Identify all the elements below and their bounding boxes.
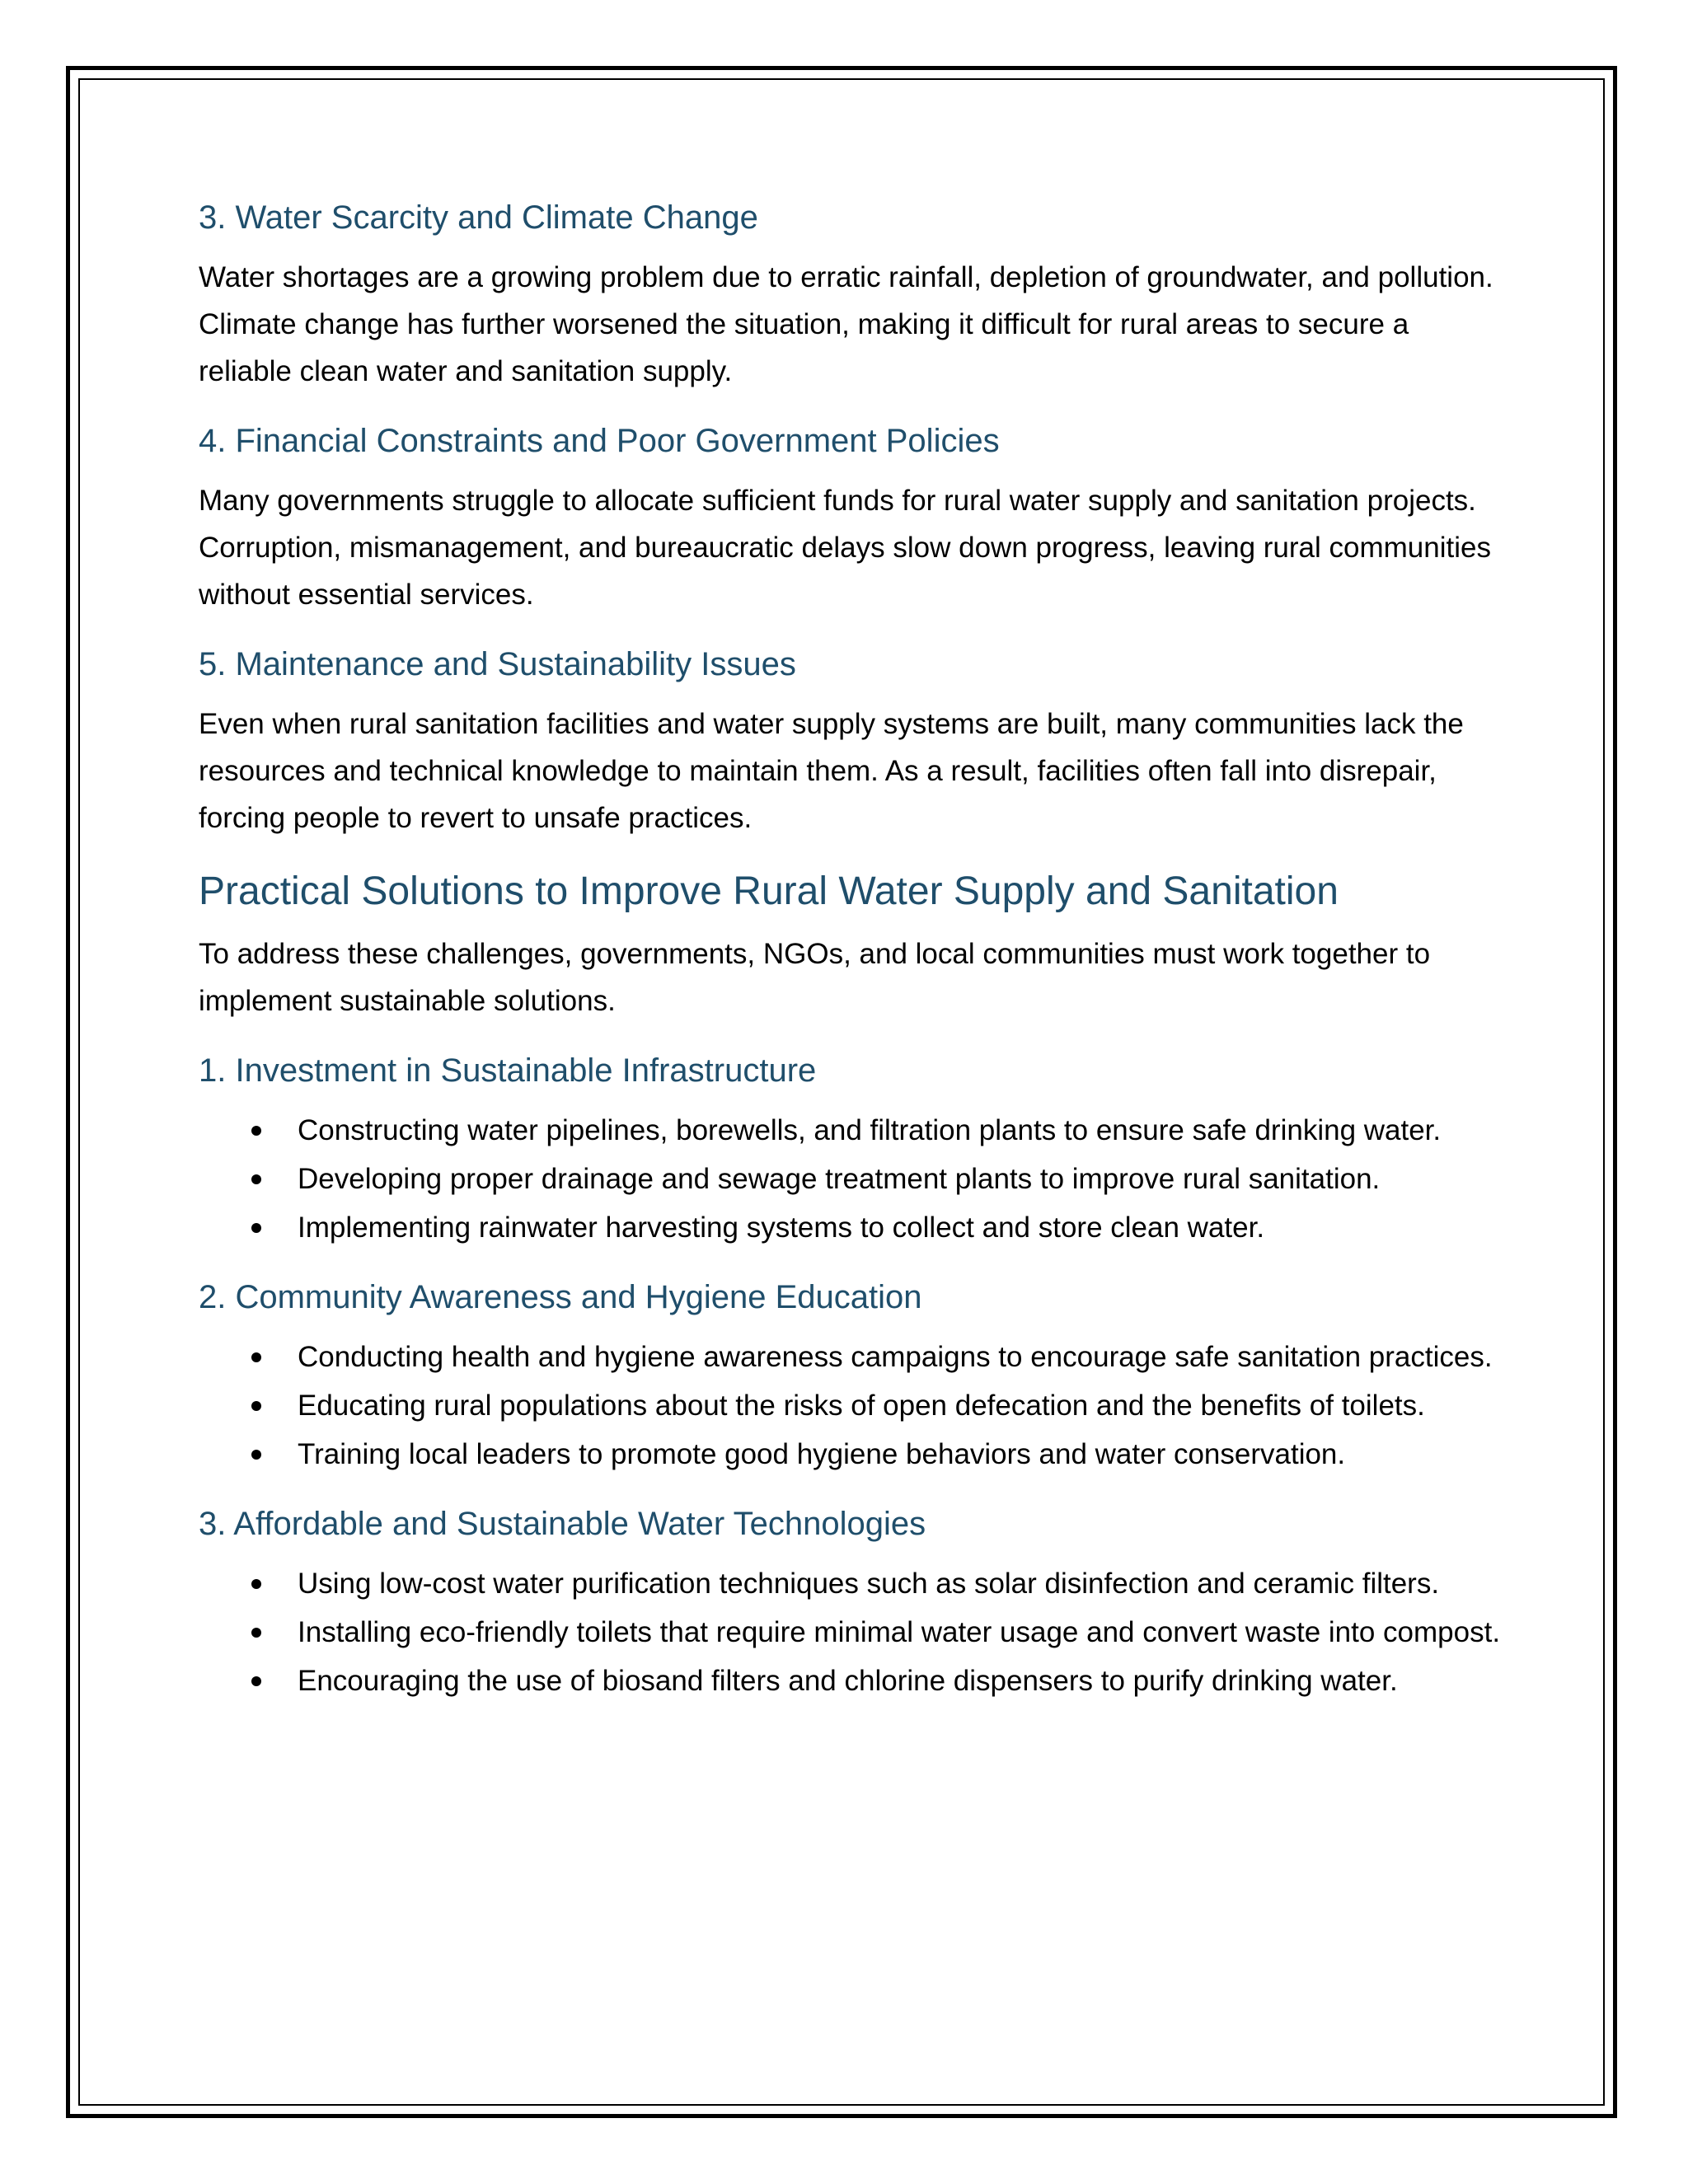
list-item-text: Encouraging the use of biosand filters and chlorine dispensers to purify drinking water. — [298, 1665, 1398, 1697]
section-paragraph: Water shortages are a growing problem due to erratic rainfall, depletion of groundwater, and pollution. Climate change has further worsened the situation, making it difficult for rural areas to secure a reliable clean water and sanitation supply. — [199, 261, 1493, 387]
list-item — [199, 1431, 1501, 1478]
section-heading: 3. Water Scarcity and Climate Change — [199, 199, 758, 236]
list-item — [199, 1657, 1501, 1704]
bullet-list — [199, 1560, 1501, 1704]
bullet-icon — [251, 1223, 261, 1233]
bullet-list — [199, 1333, 1501, 1478]
list-item-text: Implementing rainwater harvesting systems to collect and store clean water. — [298, 1212, 1265, 1244]
section-heading: 5. Maintenance and Sustainability Issues — [199, 646, 796, 682]
list-item-text: Developing proper drainage and sewage treatment plants to improve rural sanitation. — [298, 1163, 1381, 1195]
bullet-icon — [251, 1352, 261, 1362]
bullet-icon — [251, 1579, 261, 1589]
list-item — [199, 1107, 1501, 1154]
section-paragraph: Many governments struggle to allocate sufficient funds for rural water supply and sanitation projects. Corruption, mismanagement, and bureaucratic delays slow down progress, leaving rural communities without essential services. — [199, 485, 1491, 611]
list-item — [199, 1333, 1501, 1380]
bullet-icon — [251, 1126, 261, 1136]
document-content — [199, 196, 1501, 1729]
solutions-heading: Practical Solutions to Improve Rural Water Supply and Sanitation — [199, 869, 1339, 913]
bullet-icon — [251, 1628, 261, 1638]
list-item-text: Constructing water pipelines, borewells, and filtration plants to ensure safe drinking water. — [298, 1114, 1442, 1146]
section-heading: 4. Financial Constraints and Poor Government Policies — [199, 423, 1000, 459]
list-item-text: Training local leaders to promote good hygiene behaviors and water conservation. — [298, 1438, 1346, 1470]
subsection-heading: 2. Community Awareness and Hygiene Education — [199, 1279, 922, 1315]
bullet-icon — [251, 1401, 261, 1411]
list-item-text: Installing eco-friendly toilets that require minimal water usage and convert waste into compost. — [298, 1616, 1501, 1648]
list-item — [199, 1560, 1501, 1607]
list-item — [199, 1609, 1501, 1656]
section-paragraph: Even when rural sanitation facilities and water supply systems are built, many communities lack the resources and technical knowledge to maintain them. As a result, facilities often fall into disrepair, forcing people to revert to unsafe practices. — [199, 708, 1464, 834]
list-item — [199, 1204, 1501, 1251]
bullet-icon — [251, 1676, 261, 1686]
bullet-list — [199, 1107, 1501, 1251]
list-item-text: Using low-cost water purification techniques such as solar disinfection and ceramic filters. — [298, 1568, 1440, 1600]
subsection-heading: 3. Affordable and Sustainable Water Technologies — [199, 1506, 926, 1542]
bullet-icon — [251, 1174, 261, 1184]
list-item — [199, 1155, 1501, 1202]
bullet-icon — [251, 1450, 261, 1460]
solutions-intro: To address these challenges, governments, NGOs, and local communities must work together to implement sustainable solutions. — [199, 938, 1431, 1017]
list-item — [199, 1382, 1501, 1429]
list-item-text: Educating rural populations about the risks of open defecation and the benefits of toilets. — [298, 1390, 1425, 1422]
list-item-text: Conducting health and hygiene awareness campaigns to encourage safe sanitation practices. — [298, 1341, 1493, 1373]
subsection-heading: 1. Investment in Sustainable Infrastructure — [199, 1052, 817, 1089]
